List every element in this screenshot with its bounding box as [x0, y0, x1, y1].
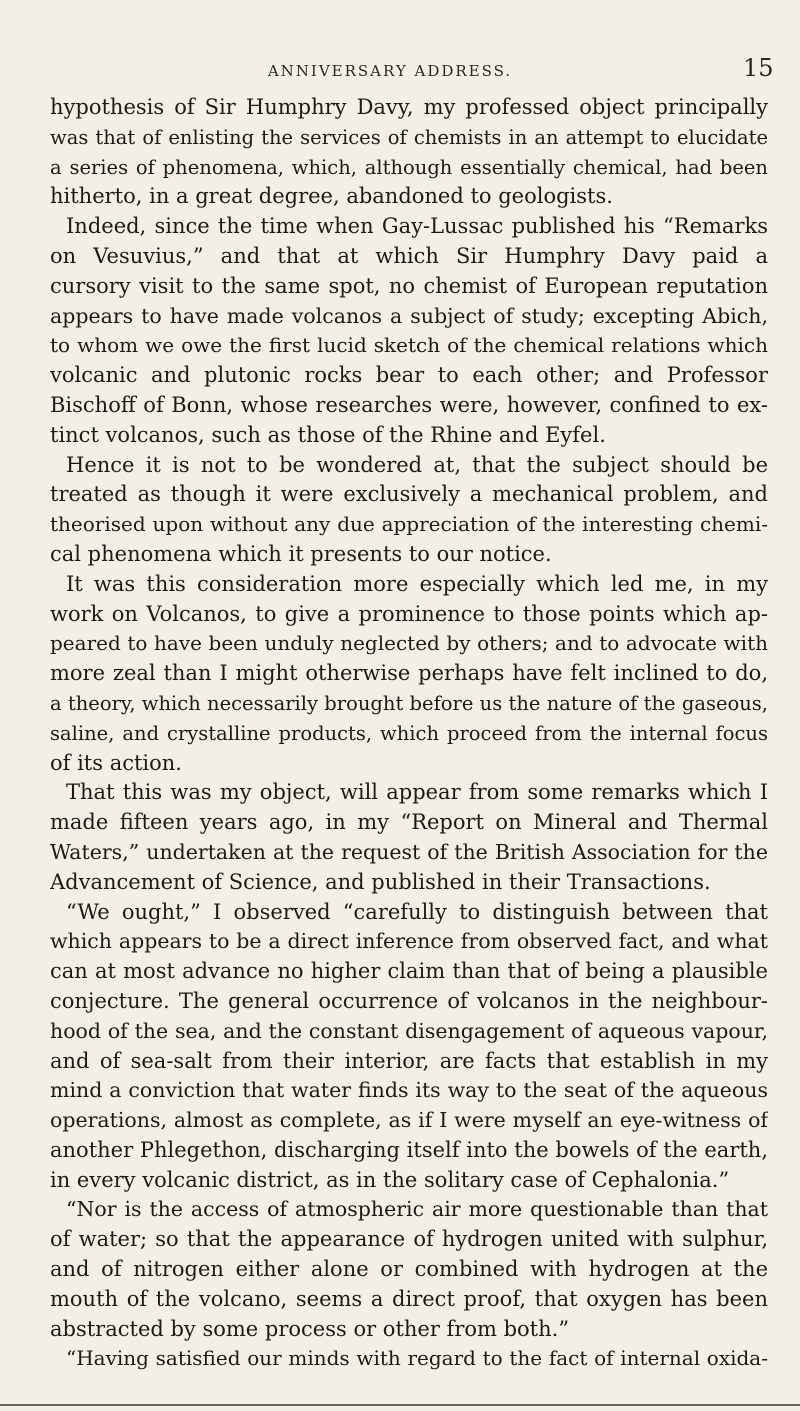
text-line: abstracted by some process or other from both.” — [50, 1316, 570, 1341]
text-line: Waters,” undertaken at the request of the British Association for the — [50, 839, 768, 864]
text-line: Bischoff of Bonn, whose researches were, however, confined to ex- — [50, 392, 768, 417]
text-line: theorised upon without any due appreciation of the interesting chemi- — [50, 512, 768, 537]
text-line: made fifteen years ago, in my “Report on Mineral and Thermal — [50, 810, 768, 835]
text-line: in every volcanic district, as in the solitary case of Cephalonia.” — [50, 1167, 730, 1192]
text-line: work on Volcanos, to give a prominence to those points which ap- — [50, 601, 768, 626]
text-line: of water; so that the appearance of hydrogen united with sulphur, — [50, 1227, 768, 1252]
text-line: on Vesuvius,” and that at which Sir Humphry Davy paid a — [50, 243, 768, 268]
text-line: a theory, which necessarily brought before us the nature of the gaseous, — [50, 691, 768, 715]
text-line: saline, and crystalline products, which proceed from the internal focus — [50, 721, 768, 745]
text-line: hypothesis of Sir Humphry Davy, my professed object principally — [50, 95, 768, 119]
text-line: conjecture. The general occurrence of volcanos in the neighbour- — [50, 988, 768, 1013]
text-line: hood of the sea, and the constant disengagement of aqueous vapour, — [50, 1018, 768, 1043]
text-line: can at most advance no higher claim than that of being a plausible — [50, 959, 768, 984]
bottom-edge-rule — [0, 1404, 800, 1406]
text-line: was that of enlisting the services of chemists in an attempt to elucidate — [50, 125, 768, 149]
text-line: more zeal than I might otherwise perhaps have felt inclined to do, — [50, 661, 768, 686]
text-line: mouth of the volcano, seems a direct proof, that oxygen has been — [50, 1286, 768, 1311]
text-line: and of nitrogen either alone or combined with hydrogen at the — [50, 1257, 768, 1282]
text-line: operations, almost as complete, as if I were myself an eye-witness of — [50, 1108, 768, 1133]
page-number: 15 — [743, 54, 774, 82]
text-line: “Having satisfied our minds with regard to the fact of internal oxida- — [66, 1346, 768, 1371]
text-line: That this was my object, will appear from some remarks which I — [66, 780, 768, 805]
body-text — [50, 93, 768, 1374]
text-line: “We ought,” I observed “carefully to distinguish between that — [66, 899, 768, 924]
text-line: “Nor is the access of atmospheric air more questionable than that — [66, 1197, 768, 1222]
text-line: hitherto, in a great degree, abandoned to geologists. — [50, 184, 613, 209]
text-line: to whom we owe the first lucid sketch of the chemical relations which — [50, 333, 768, 358]
text-line: a series of phenomena, which, although essentially chemical, had been — [50, 155, 768, 179]
text-line: mind a conviction that water finds its way to the seat of the aqueous — [50, 1078, 768, 1103]
text-line: of its action. — [50, 750, 182, 775]
text-line: Advancement of Science, and published in their Transactions. — [50, 869, 711, 894]
text-line: which appears to be a direct inference from observed fact, and what — [50, 929, 768, 954]
text-line: Indeed, since the time when Gay-Lussac published his “Remarks — [66, 214, 768, 239]
text-line: Hence it is not to be wondered at, that the subject should be — [66, 452, 768, 477]
text-line: cal phenomena which it presents to our notice. — [50, 541, 552, 566]
text-line: It was this consideration more especially which led me, in my — [66, 571, 768, 596]
text-line: cursory visit to the same spot, no chemist of European reputation — [50, 273, 768, 298]
text-line: volcanic and plutonic rocks bear to each other; and Professor — [50, 363, 768, 388]
text-line: treated as though it were exclusively a mechanical problem, and — [50, 482, 768, 507]
text-line: appears to have made volcanos a subject of study; excepting Abich, — [50, 303, 768, 328]
running-head: ANNIVERSARY ADDRESS. — [267, 62, 513, 80]
text-line: and of sea-salt from their interior, are facts that establish in my — [50, 1048, 768, 1073]
text-line: peared to have been unduly neglected by others; and to advocate with — [50, 631, 768, 656]
text-line: another Phlegethon, discharging itself into the bowels of the earth, — [50, 1137, 768, 1162]
text-line: tinct volcanos, such as those of the Rhine and Eyfel. — [50, 422, 606, 447]
